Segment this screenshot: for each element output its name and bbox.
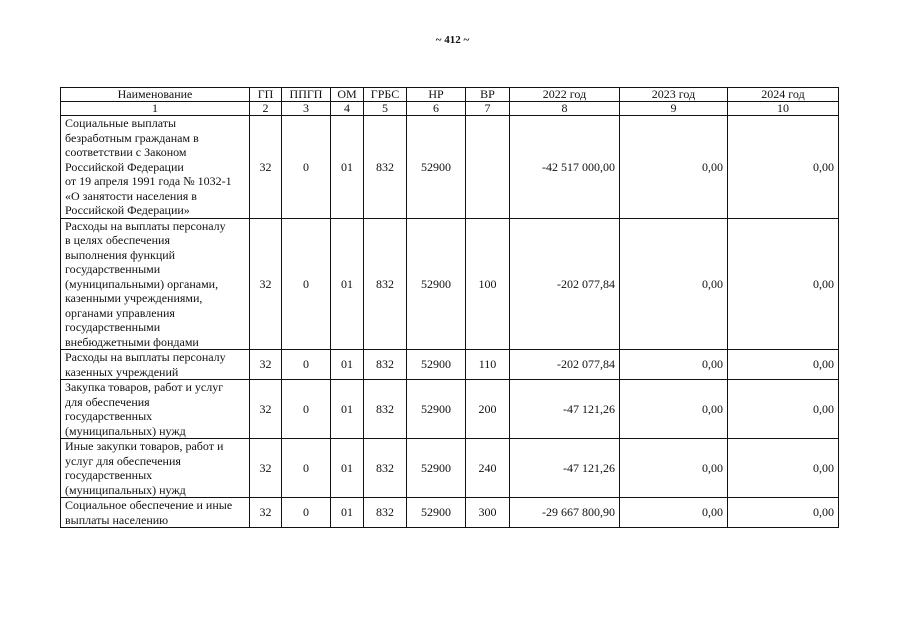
table-row bbox=[61, 439, 839, 498]
column-number: 3 bbox=[282, 102, 331, 116]
name-line: внебюджетными фондами bbox=[65, 334, 199, 349]
row-name bbox=[61, 350, 250, 380]
header-gp: ГП bbox=[250, 88, 282, 102]
cell-grbs: 832 bbox=[364, 350, 407, 380]
column-number: 1 bbox=[61, 102, 250, 116]
cell-om: 01 bbox=[331, 498, 364, 528]
header-grbs: ГРБС bbox=[364, 88, 407, 102]
cell-vr: 100 bbox=[466, 218, 510, 350]
cell-vr: 300 bbox=[466, 498, 510, 528]
column-number: 4 bbox=[331, 102, 364, 116]
cell-om: 01 bbox=[331, 380, 364, 439]
cell-vr: 240 bbox=[466, 439, 510, 498]
name-line: выполнения функций bbox=[65, 247, 176, 262]
cell-2024: 0,00 bbox=[728, 439, 839, 498]
table-row bbox=[61, 116, 839, 219]
cell-gp: 32 bbox=[250, 116, 282, 219]
column-number: 5 bbox=[364, 102, 407, 116]
cell-2023: 0,00 bbox=[620, 350, 728, 380]
column-number: 10 bbox=[728, 102, 839, 116]
cell-om: 01 bbox=[331, 350, 364, 380]
name-line: Расходы на выплаты персоналу bbox=[65, 218, 226, 233]
cell-grbs: 832 bbox=[364, 498, 407, 528]
cell-nr: 52900 bbox=[407, 498, 466, 528]
name-line: Социальные выплаты bbox=[65, 116, 177, 130]
table-row bbox=[61, 218, 839, 350]
cell-gp: 32 bbox=[250, 350, 282, 380]
name-line: соответствии с Законом bbox=[65, 145, 187, 159]
row-name bbox=[61, 439, 250, 498]
cell-2022: -202 077,84 bbox=[510, 218, 620, 350]
cell-2022: -42 517 000,00 bbox=[510, 116, 620, 219]
cell-om: 01 bbox=[331, 439, 364, 498]
name-line: государственных bbox=[65, 468, 153, 482]
name-line: услуг для обеспечения bbox=[65, 453, 181, 468]
cell-nr: 52900 bbox=[407, 380, 466, 439]
name-line: «О занятости населения в bbox=[65, 188, 197, 203]
cell-2022: -29 667 800,90 bbox=[510, 498, 620, 528]
cell-2023: 0,00 bbox=[620, 218, 728, 350]
cell-2023: 0,00 bbox=[620, 380, 728, 439]
cell-gp: 32 bbox=[250, 218, 282, 350]
name-line: государственных bbox=[65, 409, 153, 423]
page-number: ~ 412 ~ bbox=[435, 34, 470, 46]
cell-ppgp: 0 bbox=[282, 218, 331, 350]
row-name bbox=[61, 498, 250, 528]
cell-vr bbox=[466, 116, 510, 219]
cell-2022: -47 121,26 bbox=[510, 380, 620, 439]
name-line: (муниципальными) органами, bbox=[65, 276, 219, 291]
column-number: 6 bbox=[407, 102, 466, 116]
name-line: Социальное обеспечение и иные bbox=[65, 498, 233, 512]
cell-gp: 32 bbox=[250, 498, 282, 528]
cell-grbs: 832 bbox=[364, 380, 407, 439]
cell-vr: 200 bbox=[466, 380, 510, 439]
name-line: от 19 апреля 1991 года № 1032-1 bbox=[65, 174, 232, 188]
column-number: 8 bbox=[510, 102, 620, 116]
cell-2024: 0,00 bbox=[728, 380, 839, 439]
name-line: (муниципальных) нужд bbox=[65, 423, 186, 438]
cell-ppgp: 0 bbox=[282, 380, 331, 439]
cell-vr: 110 bbox=[466, 350, 510, 380]
table-row bbox=[61, 498, 839, 528]
cell-nr: 52900 bbox=[407, 218, 466, 350]
name-line: Российской Федерации bbox=[65, 159, 184, 174]
header-2023: 2023 год bbox=[620, 88, 728, 102]
name-line: государственными bbox=[65, 320, 161, 334]
cell-gp: 32 bbox=[250, 439, 282, 498]
cell-ppgp: 0 bbox=[282, 350, 331, 380]
cell-ppgp: 0 bbox=[282, 439, 331, 498]
header-row bbox=[61, 88, 839, 102]
name-line: (муниципальных) нужд bbox=[65, 482, 186, 497]
column-number-row bbox=[61, 102, 839, 116]
column-number: 2 bbox=[250, 102, 282, 116]
name-line: органами управления bbox=[65, 305, 175, 320]
cell-nr: 52900 bbox=[407, 439, 466, 498]
cell-gp: 32 bbox=[250, 380, 282, 439]
cell-om: 01 bbox=[331, 116, 364, 219]
header-ppgp: ППГП bbox=[282, 88, 331, 102]
name-line: Иные закупки товаров, работ и bbox=[65, 439, 224, 453]
table-row bbox=[61, 380, 839, 439]
name-line: выплаты населению bbox=[65, 512, 169, 527]
cell-2023: 0,00 bbox=[620, 498, 728, 528]
budget-table bbox=[60, 87, 839, 528]
cell-nr: 52900 bbox=[407, 116, 466, 219]
row-name bbox=[61, 116, 250, 219]
header-vr: ВР bbox=[466, 88, 510, 102]
cell-2022: -202 077,84 bbox=[510, 350, 620, 380]
cell-grbs: 832 bbox=[364, 218, 407, 350]
header-nr: НР bbox=[407, 88, 466, 102]
table-row bbox=[61, 350, 839, 380]
cell-2023: 0,00 bbox=[620, 439, 728, 498]
name-line: Закупка товаров, работ и услуг bbox=[65, 380, 224, 394]
cell-grbs: 832 bbox=[364, 116, 407, 219]
header-om: ОМ bbox=[331, 88, 364, 102]
cell-2023: 0,00 bbox=[620, 116, 728, 219]
cell-ppgp: 0 bbox=[282, 498, 331, 528]
column-number: 7 bbox=[466, 102, 510, 116]
row-name bbox=[61, 218, 250, 350]
cell-2022: -47 121,26 bbox=[510, 439, 620, 498]
name-line: для обеспечения bbox=[65, 394, 150, 409]
header-2022: 2022 год bbox=[510, 88, 620, 102]
name-line: Российской Федерации» bbox=[65, 203, 190, 217]
row-name bbox=[61, 380, 250, 439]
cell-2024: 0,00 bbox=[728, 350, 839, 380]
cell-2024: 0,00 bbox=[728, 218, 839, 350]
cell-2024: 0,00 bbox=[728, 116, 839, 219]
header-name: Наименование bbox=[61, 88, 250, 102]
cell-om: 01 bbox=[331, 218, 364, 350]
name-line: безработным гражданам в bbox=[65, 130, 199, 145]
cell-grbs: 832 bbox=[364, 439, 407, 498]
cell-2024: 0,00 bbox=[728, 498, 839, 528]
cell-ppgp: 0 bbox=[282, 116, 331, 219]
name-line: государственными bbox=[65, 262, 161, 276]
name-line: казенных учреждений bbox=[65, 364, 179, 379]
name-line: казенными учреждениями, bbox=[65, 291, 203, 305]
name-line: в целях обеспечения bbox=[65, 233, 170, 247]
cell-nr: 52900 bbox=[407, 350, 466, 380]
header-2024: 2024 год bbox=[728, 88, 839, 102]
name-line: Расходы на выплаты персоналу bbox=[65, 350, 226, 364]
column-number: 9 bbox=[620, 102, 728, 116]
